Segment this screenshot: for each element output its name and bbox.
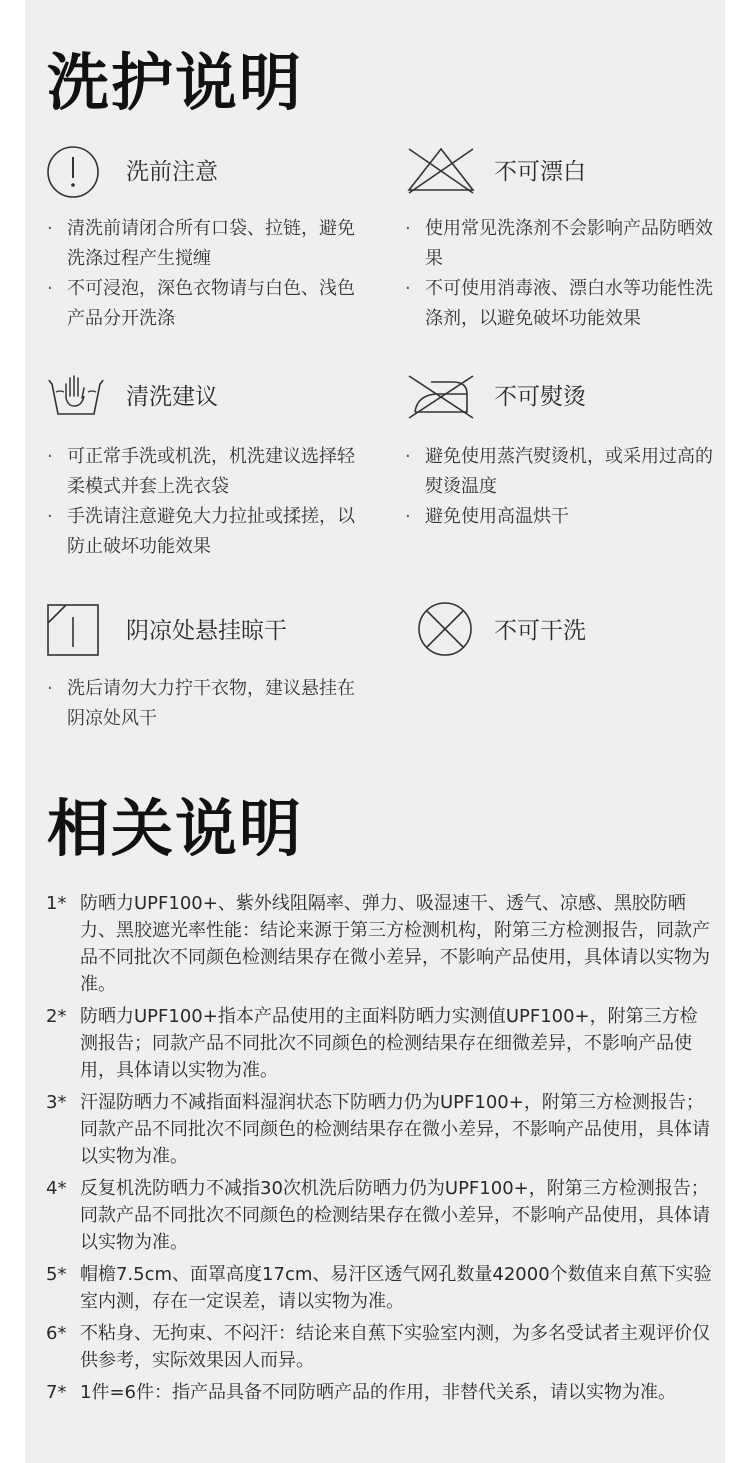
list-item: · 避免使用蒸汽熨烫机，或采用过高的熨烫温度 xyxy=(405,442,715,502)
notes-list xyxy=(46,890,714,1411)
care-item-bullets xyxy=(405,442,715,532)
care-item-bullets xyxy=(405,214,715,334)
line-dry-shade-icon xyxy=(46,603,100,657)
hand-wash-icon xyxy=(46,368,106,420)
list-item: · 手洗请注意避免大力拉扯或揉搓，以防止破坏功能效果 xyxy=(47,502,357,562)
note-item xyxy=(46,890,714,998)
care-item-bullets xyxy=(47,674,357,734)
list-item: · 使用常见洗涤剂不会影响产品防晒效果 xyxy=(405,214,715,274)
no-iron-icon xyxy=(405,372,477,422)
note-number: 4* xyxy=(46,1178,67,1199)
note-text: 汗湿防晒力不减指面料湿润状态下防晒力仍为UPF100+，附第三方检测报告；同款产品不同批次不同颜色的检测结果存在微小差异，不影响产品使用，具体请以实物为准。 xyxy=(80,1092,710,1167)
note-item xyxy=(46,1003,714,1084)
note-item xyxy=(46,1089,714,1170)
note-text: 帽檐7.5cm、面罩高度17cm、易汗区透气网孔数量42000个数值来自蕉下实验室内测，存在一定误差，请以实物为准。 xyxy=(80,1264,712,1312)
note-number: 3* xyxy=(46,1092,67,1113)
note-text: 反复机洗防晒力不减指30次机洗后防晒力仍为UPF100+，附第三方检测报告；同款产品不同批次不同颜色的检测结果存在微小差异，不影响产品使用，具体请以实物为准。 xyxy=(80,1178,710,1253)
no-dry-clean-icon xyxy=(416,600,474,658)
note-number: 7* xyxy=(46,1382,67,1403)
note-text: 1件=6件：指产品具备不同防晒产品的作用，非替代关系，请以实物为准。 xyxy=(80,1382,676,1403)
care-item-title: 不可干洗 xyxy=(494,618,586,644)
note-item xyxy=(46,1261,714,1315)
care-item-title: 不可漂白 xyxy=(494,159,586,185)
notes-heading: 相关说明 xyxy=(47,792,304,865)
note-number: 6* xyxy=(46,1323,67,1344)
note-number: 5* xyxy=(46,1264,67,1285)
note-text: 不粘身、无拘束、不闷汗：结论来自蕉下实验室内测，为多名受试者主观评价仅供参考，实际效果因人而异。 xyxy=(80,1323,710,1371)
list-item: · 清洗前请闭合所有口袋、拉链，避免洗涤过程产生搅缠 xyxy=(47,214,357,274)
list-item: · 可正常手洗或机洗，机洗建议选择轻柔模式并套上洗衣袋 xyxy=(47,442,357,502)
note-number: 2* xyxy=(46,1006,67,1027)
list-item: · 不可浸泡，深色衣物请与白色、浅色产品分开洗涤 xyxy=(47,274,357,334)
note-item xyxy=(46,1320,714,1374)
note-item xyxy=(46,1175,714,1256)
list-item: · 不可使用消毒液、漂白水等功能性洗涤剂，以避免破坏功能效果 xyxy=(405,274,715,334)
note-number: 1* xyxy=(46,893,67,914)
care-item-title: 阴凉处悬挂晾干 xyxy=(126,618,287,644)
care-item-title: 洗前注意 xyxy=(126,159,218,185)
note-text: 防晒力UPF100+指本产品使用的主面料防晒力实测值UPF100+，附第三方检测报告；同款产品不同批次不同颜色的检测结果存在细微差异，不影响产品使用，具体请以实物为准。 xyxy=(80,1006,698,1081)
list-item: · 避免使用高温烘干 xyxy=(405,502,715,532)
exclamation-circle-icon xyxy=(46,145,100,199)
list-item: · 洗后请勿大力拧干衣物，建议悬挂在阴凉处风干 xyxy=(47,674,357,734)
no-bleach-icon xyxy=(405,145,477,195)
note-item xyxy=(46,1379,714,1406)
care-item-bullets xyxy=(47,214,357,334)
care-item-title: 清洗建议 xyxy=(126,384,218,410)
care-item-title: 不可熨烫 xyxy=(494,384,586,410)
note-text: 防晒力UPF100+、紫外线阻隔率、弹力、吸湿速干、透气、凉感、黑胶防晒力、黑胶遮光率性能：结论来源于第三方检测机构，附第三方检测报告，同款产品不同批次不同颜色检测结果存在微小差异，不影响产品使用，具体请以实物为准。 xyxy=(80,893,710,995)
care-item-bullets xyxy=(47,442,357,562)
care-heading: 洗护说明 xyxy=(47,46,304,119)
